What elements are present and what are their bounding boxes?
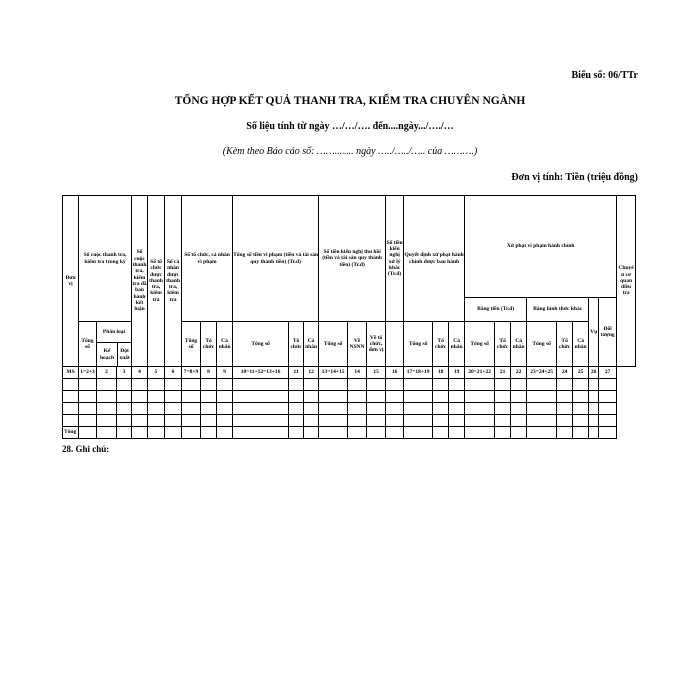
column-number: 26 [589, 367, 599, 379]
report-period: Số liệu tính từ ngày …/…/…. đến....ngày.../…./… [246, 121, 454, 132]
header-row-1 [63, 196, 636, 298]
column-number: 12 [304, 367, 319, 379]
column-number: 1=2+3 [79, 367, 97, 379]
notes-label: 28. Ghi chú: [62, 444, 110, 454]
header-classify-group [97, 322, 132, 367]
table-row [63, 403, 636, 415]
header-planned: Kế hoạch [97, 343, 118, 366]
header-total: Tổng số [79, 322, 97, 367]
column-number: 17=18+19 [404, 367, 433, 379]
header-orgs-inspected: Số tổ chức được thanh tra, kiểm tra [148, 196, 165, 367]
header-money-total: Tổng số [465, 322, 495, 367]
header-recover-total: Tổng số [319, 322, 348, 367]
table-row [63, 379, 636, 391]
column-number: 25 [573, 367, 589, 379]
column-number: 22 [511, 367, 527, 379]
header-violation-money: Tổng số tiền vi phạm (tiền và tài sản quy thành tiền) (Tr.đ) [233, 196, 319, 322]
header-decisions: Quyết định xử phạt hành chính được ban hành [404, 196, 465, 322]
header-classify: Phân loại [97, 322, 131, 343]
header-violators: Số tổ chức, cá nhân vi phạm [182, 196, 233, 322]
header-violation-total: Tổng số [233, 322, 289, 367]
column-number: 16 [386, 367, 404, 379]
column-number: 7=8+9 [182, 367, 201, 379]
header-other-blank [386, 322, 404, 367]
header-recover-budget: Về NSNN [348, 322, 367, 367]
total-row-label: Tổng [63, 427, 79, 439]
header-otherforms-total: Tổng số [527, 322, 557, 367]
header-transfer: Chuyển cơ quan điều tra [617, 196, 636, 367]
column-number: 11 [289, 367, 304, 379]
header-object: Đối tượng [599, 298, 617, 367]
header-unit: Đơn vị [63, 196, 79, 367]
form-code: Biểu số: 06/TTr [571, 70, 638, 81]
table-row [63, 391, 636, 403]
column-number: 15 [367, 367, 386, 379]
report-table [62, 195, 636, 439]
column-number: 24 [557, 367, 573, 379]
column-number: 2 [97, 367, 117, 379]
header-individuals-inspected: Số cá nhân được thanh tra, kiểm tra [165, 196, 182, 367]
column-number: 10=11+12=13+16 [233, 367, 289, 379]
column-number: 6 [165, 367, 182, 379]
header-otherforms-org: Tổ chức [557, 322, 573, 367]
column-number: 3 [117, 367, 132, 379]
header-otherforms-person: Cá nhân [573, 322, 589, 367]
header-penalty: Xử phạt vi phạm hành chính [465, 196, 617, 298]
header-decisions-total: Tổng số [404, 322, 433, 367]
header-violation-person: Cá nhân [304, 322, 319, 367]
header-subject: Vụ [589, 298, 599, 367]
column-number: 19 [449, 367, 465, 379]
header-violators-person: Cá nhân [217, 322, 233, 367]
column-number: 9 [217, 367, 233, 379]
column-number: 23=24+25 [527, 367, 557, 379]
column-number: 20=21+22 [465, 367, 495, 379]
header-completed: Số cuộc thanh tra, kiểm tra đã ban hành kết luận [132, 196, 148, 367]
table-row [63, 415, 636, 427]
unit-label: Đơn vị tính: Tiền (triệu đồng) [511, 172, 638, 183]
report-title: TỔNG HỢP KẾT QUẢ THANH TRA, KIỂM TRA CHUYÊN NGÀNH [174, 95, 526, 107]
column-number: 27 [599, 367, 617, 379]
header-money-org: Tổ chức [495, 322, 511, 367]
header-recover-money: Số tiền kiến nghị thu hồi (tiền và tài sản quy thành tiền) (Tr.đ) [319, 196, 386, 322]
column-number: 13=14+15 [319, 367, 348, 379]
column-number-row [63, 367, 636, 379]
header-recover-org: Về tổ chức, đơn vị [367, 322, 386, 367]
column-number: 21 [495, 367, 511, 379]
header-inspections: Số cuộc thanh tra, kiểm tra trong kỳ [79, 196, 132, 322]
header-violation-org: Tổ chức [289, 322, 304, 367]
header-decisions-org: Tổ chức [433, 322, 449, 367]
header-money-person: Cá nhân [511, 322, 527, 367]
column-number: 5 [148, 367, 165, 379]
total-row [63, 427, 636, 439]
report-reference: (Kèm theo Báo cáo số: ……..….. ngày …../…../….. của ……….) [222, 146, 478, 157]
header-by-money: Bằng tiền (Tr.đ) [465, 298, 527, 322]
column-number: 4 [132, 367, 148, 379]
header-other-handling: Số tiền kiến nghị xử lý khác (Tr.đ) [386, 196, 404, 322]
column-number: 8 [201, 367, 217, 379]
column-number: 14 [348, 367, 367, 379]
column-number: 18 [433, 367, 449, 379]
header-decisions-person: Cá nhân [449, 322, 465, 367]
header-adhoc: Đột xuất [119, 348, 130, 361]
column-number: MS [63, 367, 79, 379]
header-other-forms: Bằng hình thức khác [527, 298, 589, 322]
header-violators-total: Tổng số [182, 322, 201, 367]
header-violators-org: Tổ chức [201, 322, 217, 367]
